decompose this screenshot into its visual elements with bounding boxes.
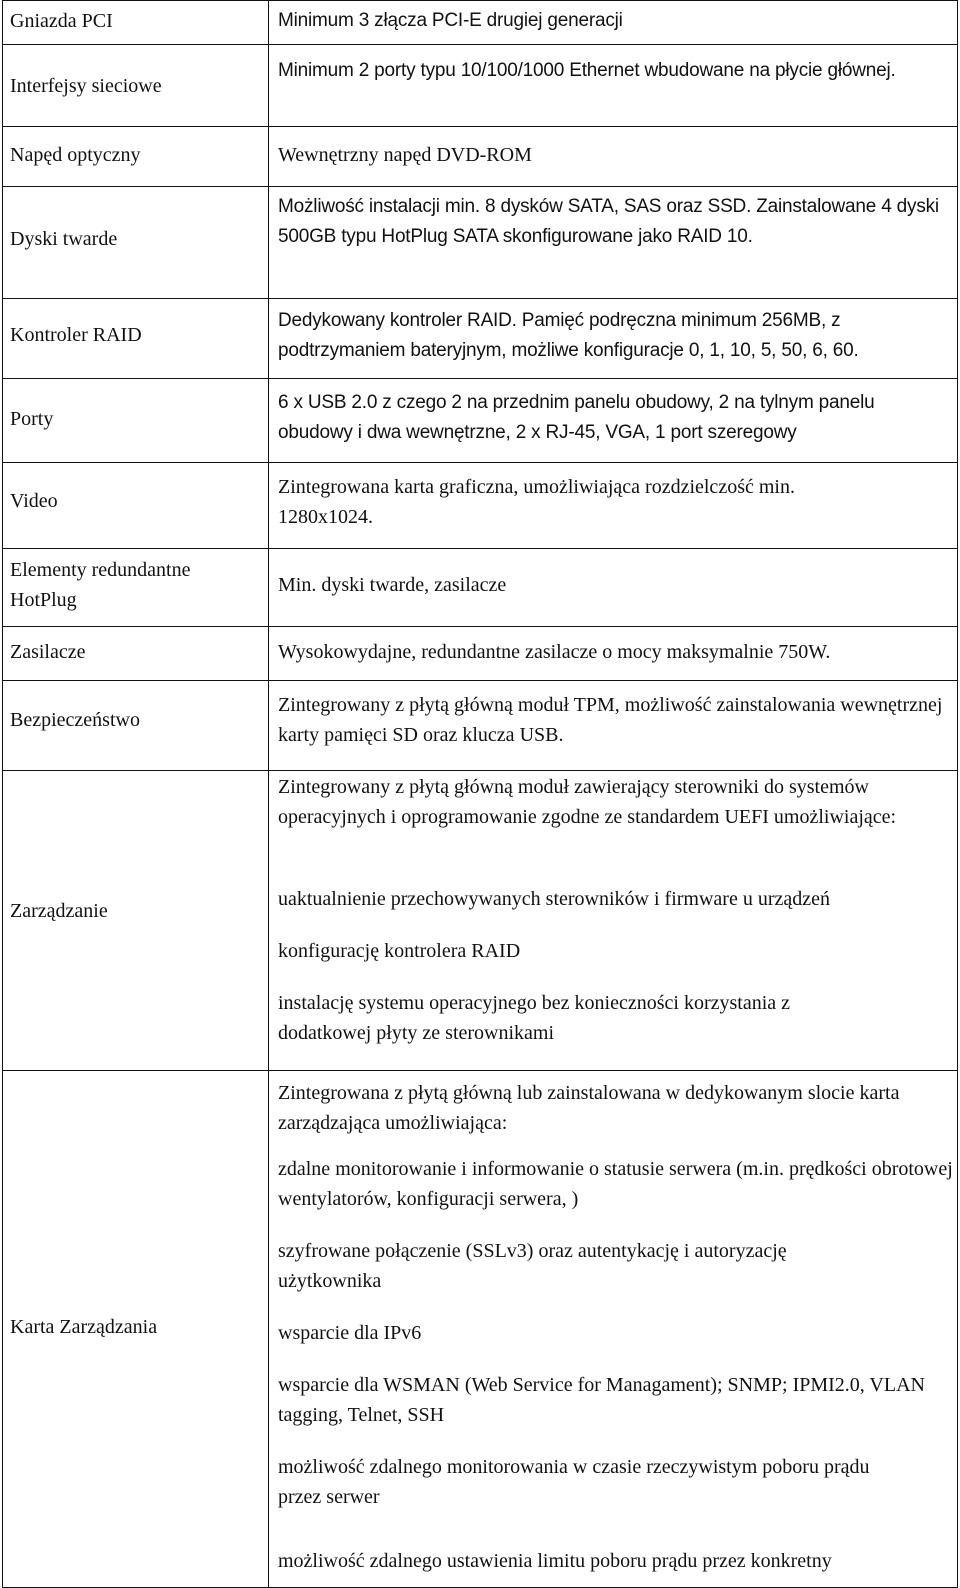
row-paragraph: instalację systemu operacyjnego bez konieczności korzystania z dodatkowej płyty ze sterownikami <box>278 992 791 1044</box>
row-label: Interfejsy sieciowe <box>10 75 162 97</box>
row-label: Porty <box>10 408 54 430</box>
row-divider <box>2 44 958 45</box>
row-paragraph: wsparcie dla IPv6 <box>278 1322 422 1344</box>
row-value: 6 x USB 2.0 z czego 2 na przednim panelu obudowy, 2 na tylnym panelu obudowy i dwa wewnętrzne, 2 x RJ-45, VGA, 1 port szeregowy <box>278 392 875 443</box>
row-divider <box>2 298 958 299</box>
row-divider <box>2 680 958 681</box>
row-paragraph: uaktualnienie przechowywanych sterowników i firmware u urządzeń <box>278 888 831 910</box>
row-divider <box>2 548 958 549</box>
row-paragraph: możliwość zdalnego ustawienia limitu poboru prądu przez konkretny <box>278 1550 832 1572</box>
row-divider <box>2 462 958 463</box>
row-divider <box>2 1070 958 1071</box>
row-value: Zintegrowany z płytą główną moduł TPM, możliwość zainstalowania wewnętrznej karty pamięci SD oraz klucza USB. <box>278 694 943 746</box>
row-label: Zasilacze <box>10 641 86 663</box>
row-label: Dyski twarde <box>10 228 118 250</box>
row-value: Wysokowydajne, redundantne zasilacze o mocy maksymalnie 750W. <box>278 641 831 663</box>
row-label: Karta Zarządzania <box>10 1316 158 1338</box>
row-paragraph: Zintegrowany z płytą główną moduł zawierający sterowniki do systemów operacyjnych i oprogramowanie zgodne ze standardem UEFI umożliwiające: <box>278 776 897 828</box>
row-paragraph: konfigurację kontrolera RAID <box>278 940 521 962</box>
row-value: Dedykowany kontroler RAID. Pamięć podręczna minimum 256MB, z podtrzymaniem bateryjnym, możliwe konfiguracje 0, 1, 10, 5, 50, 6, 60. <box>278 310 859 361</box>
table-column-divider <box>268 0 269 1588</box>
row-label: Napęd optyczny <box>10 144 141 166</box>
row-divider <box>2 186 958 187</box>
row-divider <box>2 626 958 627</box>
table-border-right <box>957 0 958 1588</box>
row-label: Video <box>10 490 58 512</box>
row-label: Kontroler RAID <box>10 324 142 346</box>
row-value: Wewnętrzny napęd DVD-ROM <box>278 144 532 166</box>
table-border-left <box>2 0 3 1588</box>
row-paragraph: zdalne monitorowanie i informowanie o statusie serwera (m.in. prędkości obrotowej wentylatorów, konfiguracji serwera, ) <box>278 1158 953 1210</box>
row-value: Min. dyski twarde, zasilacze <box>278 574 507 596</box>
row-divider <box>2 770 958 771</box>
row-divider <box>2 378 958 379</box>
row-value: Zintegrowana karta graficzna, umożliwiająca rozdzielczość min. 1280x1024. <box>278 476 795 528</box>
row-divider <box>2 126 958 127</box>
row-label: Zarządzanie <box>10 900 108 922</box>
row-label: Gniazda PCI <box>10 10 113 32</box>
row-label: Elementy redundantne HotPlug <box>10 559 191 611</box>
row-value: Minimum 2 porty typu 10/100/1000 Ethernet wbudowane na płycie głównej. <box>278 60 896 81</box>
row-paragraph: szyfrowane połączenie (SSLv3) oraz autentykację i autoryzację użytkownika <box>278 1240 787 1292</box>
row-value: Minimum 3 złącza PCI-E drugiej generacji <box>278 10 623 31</box>
row-paragraph: wsparcie dla WSMAN (Web Service for Managament); SNMP; IPMI2.0, VLAN tagging, Telnet, SSH <box>278 1374 925 1426</box>
row-value: Możliwość instalacji min. 8 dysków SATA, SAS oraz SSD. Zainstalowane 4 dyski 500GB typu HotPlug SATA skonfigurowane jako RAID 10. <box>278 196 939 247</box>
row-paragraph: możliwość zdalnego monitorowania w czasie rzeczywistym poboru prądu przez serwer <box>278 1456 870 1508</box>
row-label: Bezpieczeństwo <box>10 709 140 731</box>
row-paragraph: Zintegrowana z płytą główną lub zainstalowana w dedykowanym slocie karta zarządzająca umożliwiająca: <box>278 1082 900 1134</box>
row-divider <box>2 0 958 1</box>
